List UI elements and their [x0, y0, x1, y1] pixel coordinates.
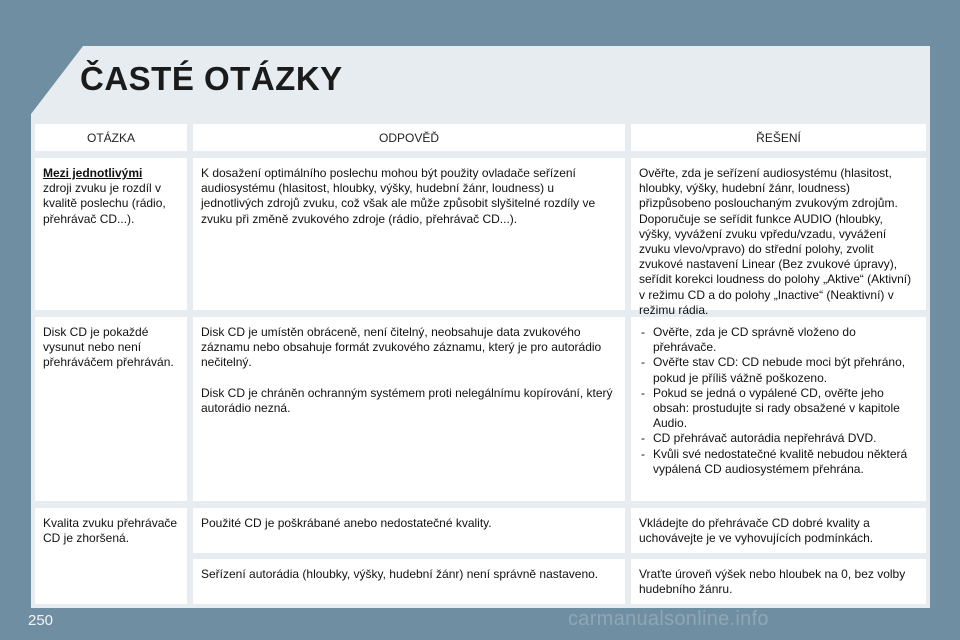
row1-solution	[631, 158, 926, 317]
row1-question-bold: Mezi jednotlivými	[43, 166, 143, 180]
list-item: - Ověřte stav CD: CD nebude moci být přehráno, pokud je příliš vážně poškozeno.	[639, 355, 918, 385]
row3b-answer-text: Seřízení autorádia (hloubky, výšky, hudební žánr) není správně nastaveno.	[201, 567, 599, 581]
row1-question-text: zdroji zvuku je rozdíl v kvalitě poslechu (rádio, přehrávač CD...).	[43, 181, 166, 226]
list-item: - CD přehrávač autorádia nepřehrává DVD.	[639, 431, 918, 446]
row3b-solution	[631, 559, 926, 604]
page-title: ČASTÉ OTÁZKY	[80, 60, 343, 97]
list-item: - Ověřte, zda je CD správně vloženo do přehrávače.	[639, 325, 918, 355]
row2-solution-list	[639, 325, 918, 477]
row3a-solution	[631, 508, 926, 553]
row1-solution-text: Ověřte, zda je seřízení audiosystému (hlasitost, hloubky, výšky, hudební žánr, loudness) přizpůsobeno poslouchaným zvukovým zdrojům. Doporučuje se seřídit funkce AUDIO (hloubky, výšky, vyvážení zvuku vpředu/vzadu, vyvážení zvuku vlevo/vpravo) do střední polohy, zvolit zvukové nastavení Linear (Bez zvukové úpravy), seřídit korekci loudness do polohy „Aktive“ (Aktivní) v režimu CD a do polohy „Inactive“ (Neaktivní) v režimu rádia.	[639, 166, 912, 317]
row1-answer-text: K dosažení optimálního poslechu mohou být použity ovladače seřízení audiosystému (hlasitost, hloubky, výšky, hudební žánr, loudness) u jednotlivých zdrojů zvuku, což však ale může způsobit slyšitelné rozdíly ve zvuku při změně zvukového zdroje (rádio, přehrávač CD...).	[201, 166, 596, 226]
row2-solution	[631, 317, 926, 501]
row2-answer-text-2: Disk CD je chráněn ochranným systémem proti nelegálnímu kopírování, který autorádio nezná.	[201, 385, 613, 415]
row1-answer	[193, 158, 625, 310]
list-item: - Kvůli své nedostatečné kvalitě nebudou některá vypálená CD audiosystémem přehrána.	[639, 447, 918, 477]
row3a-answer-text: Použité CD je poškrábané anebo nedostatečné kvality.	[201, 516, 492, 530]
row3a-answer	[193, 508, 625, 553]
list-item: - Pokud se jedná o vypálené CD, ověřte jeho obsah: prostudujte si rady obsažené v kapitole Audio.	[639, 386, 918, 432]
row1-question	[35, 158, 187, 310]
row2-question	[35, 317, 187, 501]
row2-question-text: Disk CD je pokaždé vysunut nebo není přehráváčem přehráván.	[43, 325, 174, 370]
row2-answer-text-1: Disk CD je umístěn obráceně, není čitelný, neobsahuje data zvukového záznamu nebo obsahuje formát zvukového záznamu, který je pro autorádio nečitelný.	[201, 325, 602, 370]
page-number: 250	[28, 612, 54, 629]
row3a-solution-text: Vkládejte do přehrávače CD dobré kvality a uchovávejte je ve vyhovujících podmínkách.	[639, 516, 874, 546]
row3-question	[35, 508, 187, 604]
row3-question-text: Kvalita zvuku přehrávače CD je zhoršená.	[43, 516, 178, 546]
watermark: carmanualsonline.info	[568, 608, 769, 630]
header-question: OTÁZKA	[35, 124, 187, 151]
row2-answer	[193, 317, 625, 501]
header-solution: ŘEŠENÍ	[631, 124, 926, 151]
row3b-solution-text: Vraťte úroveň výšek nebo hloubek na 0, bez volby hudebního žánru.	[639, 567, 906, 597]
row3b-answer	[193, 559, 625, 604]
header-answer: ODPOVĚĎ	[193, 124, 625, 151]
